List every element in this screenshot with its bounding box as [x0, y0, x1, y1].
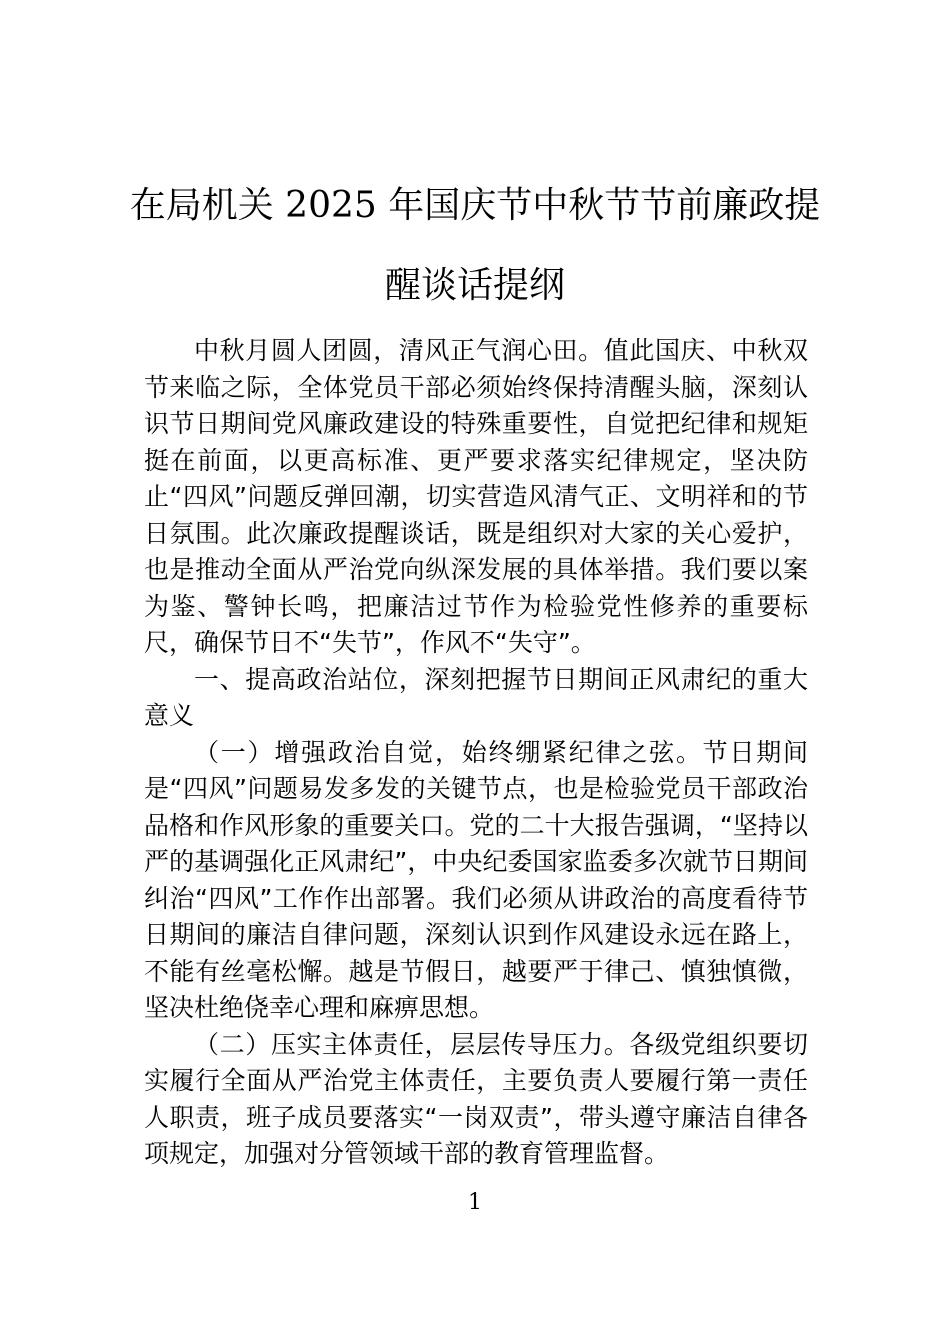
title-line-2: 醒谈话提纲	[384, 265, 565, 306]
section-heading-1: 一、提高政治站位，深刻把握节日期间正风肃纪的重大意义	[144, 664, 808, 730]
subsection-paragraph-2: （二）压实主体责任，层层传导压力。各级党组织要切实履行全面从严治党主体责任，主要负责人要履行第一责任人职责，班子成员要落实“一岗双责”，带头遵守廉洁自律各项规定，加强对分管领域干部的教育管理监督。	[144, 1029, 808, 1168]
page-number: 1	[468, 1190, 482, 1215]
title-line-1: 在局机关 2025 年国庆节中秋节节前廉政提	[129, 185, 821, 226]
intro-paragraph: 中秋月圆人团圆，清风正气润心田。值此国庆、中秋双节来临之际，全体党员干部必须始终保持清醒头脑，深刻认识节日期间党风廉政建设的特殊重要性，自觉把纪律和规矩挺在前面，以更高标准、更严要求落实纪律规定，坚决防止“四风”问题反弹回潮，切实营造风清气正、文明祥和的节日氛围。此次廉政提醒谈话，既是组织对大家的关心爱护，也是推动全面从严治党向纵深发展的具体举措。我们要以案为鉴、警钟长鸣，把廉洁过节作为检验党性修养的重要标尺，确保节日不“失节”，作风不“失守”。	[144, 336, 808, 657]
document-title	[120, 166, 830, 326]
subsection-paragraph-1: （一）增强政治自觉，始终绷紧纪律之弦。节日期间是“四风”问题易发多发的关键节点，也是检验党员干部政治品格和作风形象的重要关口。党的二十大报告强调，“坚持以严的基调强化正风肃纪”，中央纪委国家监委多次就节日期间纠治“四风”工作作出部署。我们必须从讲政治的高度看待节日期间的廉洁自律问题，深刻认识到作风建设永远在路上，不能有丝毫松懈。越是节假日，越要严于律己、慎独慎微，坚决杜绝侥幸心理和麻痹思想。	[144, 737, 808, 1022]
document-body	[144, 333, 808, 1173]
